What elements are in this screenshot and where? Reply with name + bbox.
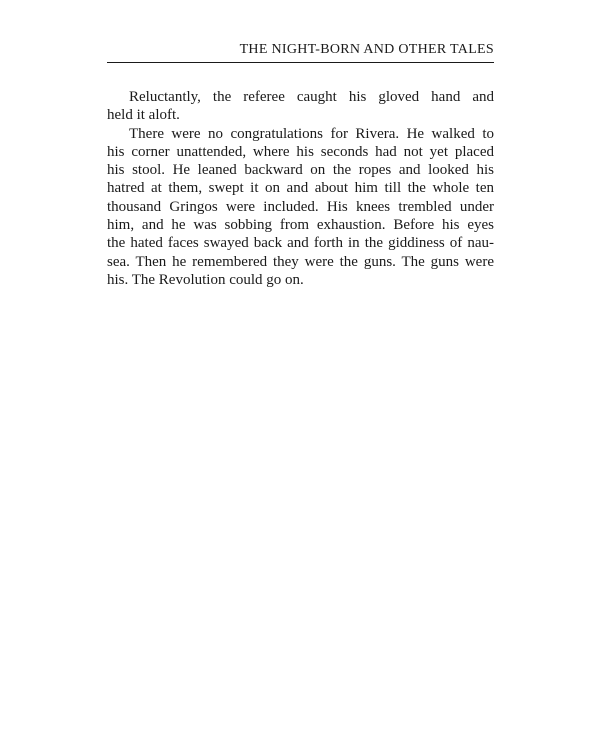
- text-line: held it aloft.: [107, 107, 180, 124]
- text-line: his stool. He leaned backward on the ropes and looked his: [107, 162, 494, 179]
- paragraph: [107, 125, 494, 290]
- header-rule: [107, 62, 494, 63]
- text-line: the hated faces swayed back and forth in the giddiness of nau-: [107, 235, 494, 252]
- text-line: his corner unattended, where his seconds had not yet placed: [107, 143, 494, 160]
- text-line: him, and he was sobbing from exhaustion. Before his eyes: [107, 217, 494, 234]
- text-line: Reluctantly, the referee caught his gloved hand and: [129, 89, 494, 105]
- text-line: There were no congratulations for Rivera. He walked to: [129, 125, 494, 142]
- text-line: sea. Then he remembered they were the guns. The guns were: [107, 253, 494, 270]
- paragraph: [107, 88, 494, 125]
- body-text: [107, 88, 494, 289]
- running-head: THE NIGHT-BORN AND OTHER TALES: [239, 42, 494, 57]
- text-line: his. The Revolution could go on.: [107, 271, 304, 288]
- text-line: thousand Gringos were included. His knees trembled under: [107, 198, 494, 215]
- text-line: hatred at them, swept it on and about him till the whole ten: [107, 180, 494, 197]
